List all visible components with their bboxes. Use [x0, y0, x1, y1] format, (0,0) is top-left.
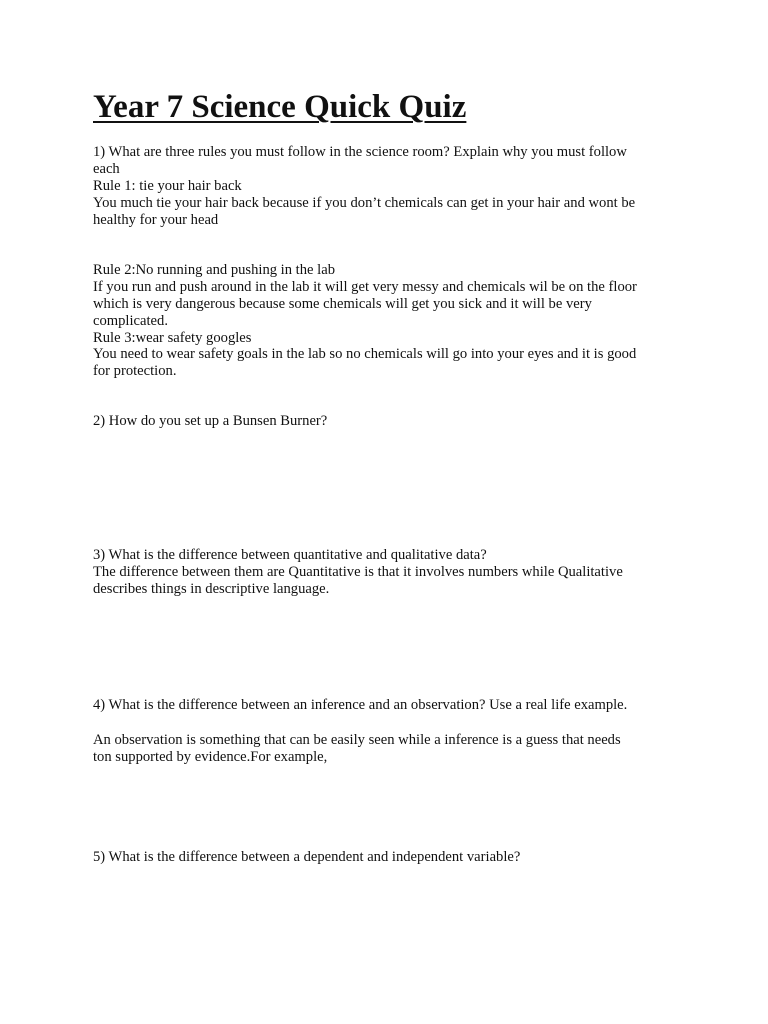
rule-2-explanation-line-1: If you run and push around in the lab it will get very messy and chemicals wil be on the floor: [93, 279, 637, 295]
question-1-text-line-1: 1) What are three rules you must follow in the science room? Explain why you must follow: [93, 144, 627, 160]
rule-1-explanation-line-2: healthy for your head: [93, 212, 219, 228]
question-3-text: 3) What is the difference between quantitative and qualitative data?: [93, 547, 487, 563]
question-4-answer-line-2: ton supported by evidence.For example,: [93, 749, 328, 765]
rule-2-explanation-line-2: which is very dangerous because some chemicals will get you sick and it will be very: [93, 296, 592, 312]
question-1-text-line-2: each: [93, 161, 120, 177]
rule-3-title: Rule 3:wear safety googles: [93, 330, 252, 346]
question-4-answer-line-1: An observation is something that can be easily seen while a inference is a guess that needs: [93, 732, 621, 748]
rule-3-explanation-line-2: for protection.: [93, 363, 177, 379]
question-3-answer-line-1: The difference between them are Quantitative is that it involves numbers while Qualitative: [93, 564, 623, 580]
rule-1-explanation-line-1: You much tie your hair back because if you don’t chemicals can get in your hair and wont be: [93, 195, 636, 211]
question-2-text: 2) How do you set up a Bunsen Burner?: [93, 413, 328, 429]
page-title: Year 7 Science Quick Quiz: [93, 89, 467, 125]
question-4-text: 4) What is the difference between an inference and an observation? Use a real life example.: [93, 697, 628, 713]
rule-1-title: Rule 1: tie your hair back: [93, 178, 242, 194]
rule-2-title: Rule 2:No running and pushing in the lab: [93, 262, 335, 278]
question-5-text: 5) What is the difference between a dependent and independent variable?: [93, 849, 521, 865]
question-3-answer-line-2: describes things in descriptive language.: [93, 581, 330, 597]
rule-2-explanation-line-3: complicated.: [93, 313, 168, 329]
rule-3-explanation-line-1: You need to wear safety goals in the lab so no chemicals will go into your eyes and it is good: [93, 346, 637, 362]
